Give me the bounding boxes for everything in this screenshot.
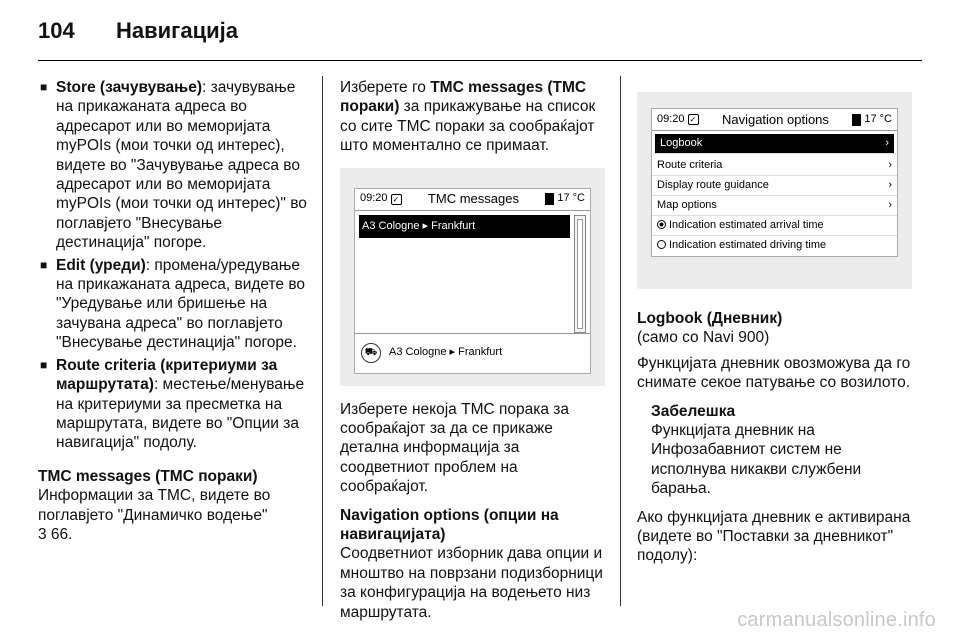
bullet-icon: ■ <box>40 257 48 272</box>
select-message-text: Изберете некоја ТМС порака за сообраќајот за да се прикаже детална информација за соодветниот проблем на сообраќајот. <box>340 400 570 496</box>
watermark: carmanualsonline.info <box>737 609 936 631</box>
list-term: Route criteria (критериуми за маршрутата) <box>56 356 278 394</box>
tmc-message-area <box>355 211 590 333</box>
tmc-heading: TMC messages (TMC пораки) <box>38 467 258 485</box>
screen-header <box>355 189 590 211</box>
list-term: Store (зачувување) <box>56 79 202 96</box>
page-header <box>38 18 238 48</box>
radio-label: Indication estimated arrival time <box>669 218 824 231</box>
clock-icon: ✓ <box>688 114 699 125</box>
bullet-icon: ■ <box>40 80 48 94</box>
logbook-text: Функцијата дневник овозможува да го снимате секое патување со возилото. <box>637 354 911 392</box>
screen-temperature: 17 °C <box>864 112 892 125</box>
column-1 <box>38 78 308 544</box>
nav-options-screen <box>651 108 898 257</box>
tmc-reference: 3 66. <box>38 525 73 543</box>
menu-item-display-route-guidance[interactable] <box>652 176 897 196</box>
tmc-scrollbar[interactable] <box>574 215 586 333</box>
intro-suffix: за прикажување на список со сите ТМС пораки за сообраќајот што моментално се примаат. <box>340 98 596 155</box>
logbook-heading: Logbook (Дневник) <box>637 310 783 327</box>
bullet-icon: ■ <box>40 357 48 372</box>
chevron-right-icon: › <box>888 158 892 171</box>
note-box <box>637 402 912 499</box>
note-text: Функцијата дневник на Инфозабавниот систем не исполнува никакви службени барања. <box>651 422 862 498</box>
nav-options-text: Соодветниот изборник дава опции и мноштво на поврзани подизборници за конфигурација на водењето низ маршрутата. <box>340 545 603 621</box>
tmc-message-selected[interactable]: A3 Cologne ▸ Frankfurt <box>359 215 570 238</box>
menu-item-map-options[interactable] <box>652 196 897 216</box>
menu-item-route-criteria[interactable] <box>652 156 897 176</box>
note-heading: Забелешка <box>651 402 736 420</box>
intro-prefix: Изберете го <box>340 79 431 96</box>
list-item <box>38 356 308 453</box>
column-3 <box>637 78 912 575</box>
menu-item-label: Logbook <box>660 136 703 149</box>
radio-unselected-icon <box>657 240 666 249</box>
list-item <box>38 256 308 353</box>
list-text: : местење/менување на критериуми за пресметка на маршрутата, видете во "Опции за навигација" подолу. <box>56 376 305 452</box>
nav-options-section <box>340 506 605 622</box>
page-title: Навигација <box>116 18 238 43</box>
header-divider <box>38 60 922 61</box>
list-text: : зачувување на прикажаната адреса во адресарот или во меморијата myPOIs (мои точки од интерес), видете во "Зачувување адреса во адресарот или во меморијата myPOIs (мои точки од интерес)" во поглавјето "Внесување дестинација" погоре. <box>56 79 307 252</box>
menu-item-label: Display route guidance <box>657 178 769 191</box>
tmc-section <box>38 467 308 545</box>
menu-item-label: Route criteria <box>657 158 723 171</box>
radio-driving-time[interactable] <box>652 236 897 256</box>
menu-item-logbook[interactable] <box>655 134 894 154</box>
traffic-warning-icon: ⛟ <box>361 343 381 363</box>
tmc-screen <box>354 188 591 374</box>
nav-options-screenshot <box>637 92 912 289</box>
screen-title: TMC messages <box>427 191 519 207</box>
tmc-detail-text: A3 Cologne ▸ Frankfurt <box>389 346 503 359</box>
screen-header <box>652 109 897 131</box>
tmc-detail-bar <box>355 333 590 373</box>
column-divider-2 <box>620 76 621 606</box>
tmc-message-list <box>359 215 570 333</box>
list-text: : промена/уредување на прикажаната адреса, видете во "Уредување или бришење на зачувана адреса" во поглавјето "Внесување дестинација" погоре. <box>56 256 306 352</box>
menu-item-label: Map options <box>657 198 717 211</box>
option-list <box>38 78 308 453</box>
tmc-screenshot <box>340 168 605 386</box>
tmc-intro <box>340 78 605 156</box>
screen-title: Navigation options <box>721 111 829 127</box>
thermometer-icon <box>545 193 554 205</box>
radio-selected-icon <box>657 220 666 229</box>
nav-options-heading: Navigation options (опции на навигацијата) <box>340 506 559 544</box>
logbook-section <box>637 309 912 393</box>
screen-time: 09:20 <box>360 192 388 205</box>
list-term: Edit (уреди) <box>56 256 146 274</box>
radio-label-wrap <box>657 216 824 235</box>
radio-label-wrap <box>657 236 826 255</box>
logbook-activated-text: Ако функцијата дневник е активирана (видете во "Поставки за дневникот" подолу): <box>637 508 911 565</box>
screen-time: 09:20 <box>657 112 685 125</box>
list-item <box>38 78 308 253</box>
column-2 <box>340 78 605 622</box>
tmc-text: Информации за ТМС, видете во поглавјето "Динамичко водење" <box>38 487 271 524</box>
column-divider-1 <box>322 76 323 606</box>
chevron-right-icon: › <box>885 136 889 149</box>
radio-label: Indication estimated driving time <box>669 239 827 252</box>
chevron-right-icon: › <box>888 178 892 191</box>
chevron-right-icon: › <box>888 198 892 211</box>
intro-term: TMC messages (TMC пораки) <box>340 79 587 116</box>
scrollbar-thumb[interactable] <box>577 219 583 329</box>
page-number: 104 <box>38 18 75 43</box>
thermometer-icon <box>852 114 861 126</box>
clock-icon: ✓ <box>391 194 402 205</box>
radio-arrival-time[interactable] <box>652 216 897 236</box>
screen-temperature: 17 °C <box>557 192 585 205</box>
logbook-subtitle: (само со Navi 900) <box>637 329 770 347</box>
